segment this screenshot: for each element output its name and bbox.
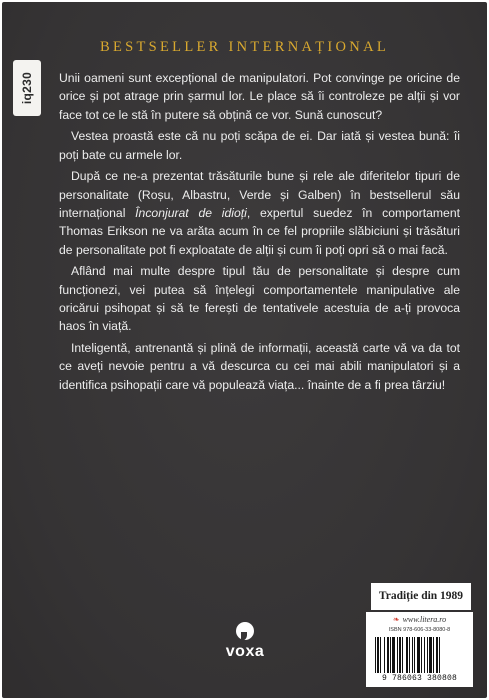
website-line — [366, 615, 473, 624]
blurb-paragraph: Inteligentă, antrenantă și plină de informații, această carte vă va da tot ce aveți nevoie pentru a vă descurca cu cei mai abili manipulatori și a identifica psihopații care vă populează viața... înainte de a fi prea târziu! — [59, 341, 460, 392]
tradition-sticker: Tradiție din 1989 — [371, 583, 471, 610]
blurb-paragraph: Aflând mai multe despre tipul tău de personalitate și despre cum funcționezi, vei putea să înțelegi comportamentele manipulative ale oricărui psihopat și să te ferești de tentativele acestuia de a-ți provoca haos în viață. — [59, 264, 460, 334]
blurb — [59, 69, 460, 398]
comma-icon — [236, 622, 254, 640]
publisher-name: voxa — [225, 643, 265, 660]
barcode-number: 9 786063 380808 — [381, 674, 457, 683]
bird-icon: ❧ — [392, 615, 400, 624]
website-text: www.litera.ro — [402, 615, 447, 624]
series-badge-label: iq230 — [20, 71, 34, 105]
barcode-label — [366, 612, 473, 687]
blurb-paragraph: Vestea proastă este că nu poți scăpa de ei. Dar iată și vestea bună: îi poți bate cu armele lor. — [59, 129, 460, 162]
bestseller-heading: BESTSELLER INTERNAȚIONAL — [99, 39, 390, 55]
blurb-paragraph: Unii oameni sunt excepțional de manipulatori. Pot convinge pe oricine de orice și pot atrage prin șarmul lor. Le place să îi controleze pe alții și vor face tot ce le stă în putere să obțină ce vor. Sună cunoscut? — [59, 71, 460, 122]
book-title-italic: Înconjurat de idioți — [135, 206, 247, 221]
publisher-logo — [215, 622, 275, 661]
blurb-text: După ce ne-a prezentat trăsăturile bune și rele ale diferitelor tipuri de personalitate (Roșu, Albastru, Verde și Galben) în bestsellerul său internațional — [59, 169, 460, 221]
blurb-paragraph-with-title — [59, 167, 460, 258]
isbn-text: ISBN 978-606-33-8080-8 — [388, 627, 451, 633]
blurb-text: , expertul suedez în comportament Thomas Erikson ne va arăta acum în ce fel propriile slăbiciuni și trăsături de personalitate pot fi exploatate de alții și cum îi poți opri să o mai facă. — [59, 206, 460, 257]
barcode-icon — [375, 637, 464, 673]
series-badge — [13, 60, 41, 116]
